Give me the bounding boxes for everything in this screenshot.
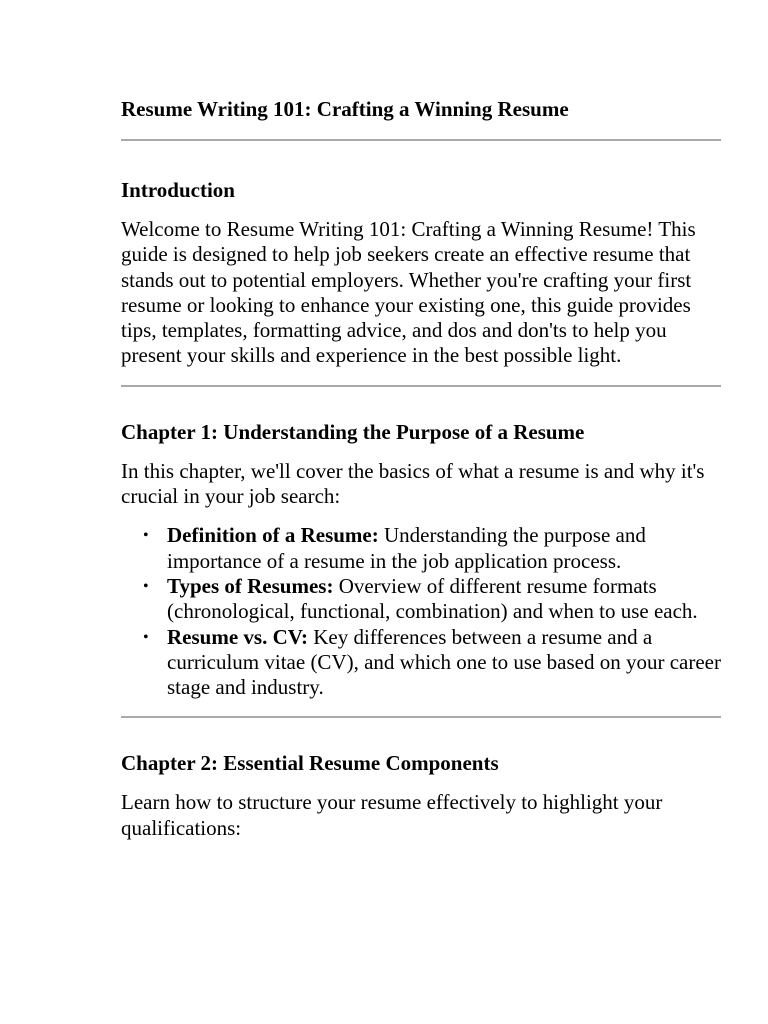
list-item	[167, 523, 721, 574]
chapter2-heading: Chapter 2: Essential Resume Components	[121, 751, 499, 776]
document-title: Resume Writing 101: Crafting a Winning Resume	[121, 97, 569, 121]
introduction-heading: Introduction	[121, 178, 235, 202]
list-item	[167, 574, 721, 625]
list-item-term: Definition of a Resume:	[167, 523, 379, 548]
list-item-term: Types of Resumes:	[167, 573, 334, 598]
chapter2-intro: Learn how to structure your resume effectively to highlight your qualifications:	[121, 790, 663, 840]
list-item-text: Key differences between a resume and a curriculum vitae (CV), and which one to use based on your career stage and industry.	[167, 624, 721, 700]
list-item-term: Resume vs. CV:	[167, 624, 308, 649]
introduction-paragraph: Welcome to Resume Writing 101: Crafting a Winning Resume! This guide is designed to help job seekers create an effective resume that stands out to potential employers. Whether you're crafting your first resume or looking to enhance your existing one, this guide provides tips, templates, formatting advice, and dos and don'ts to help you present your skills and experience in the best possible light.	[121, 217, 696, 368]
chapter1-list	[121, 523, 721, 700]
chapter1-heading: Chapter 1: Understanding the Purpose of a Resume	[121, 419, 585, 444]
chapter1-intro: In this chapter, we'll cover the basics of what a resume is and why it's crucial in your job search:	[121, 458, 705, 509]
list-item	[167, 625, 721, 701]
list-item-text: Overview of different resume formats (chronological, functional, combination) and when to use each.	[167, 573, 698, 624]
list-item-text: Understanding the purpose and importance of a resume in the job application process.	[167, 523, 646, 573]
